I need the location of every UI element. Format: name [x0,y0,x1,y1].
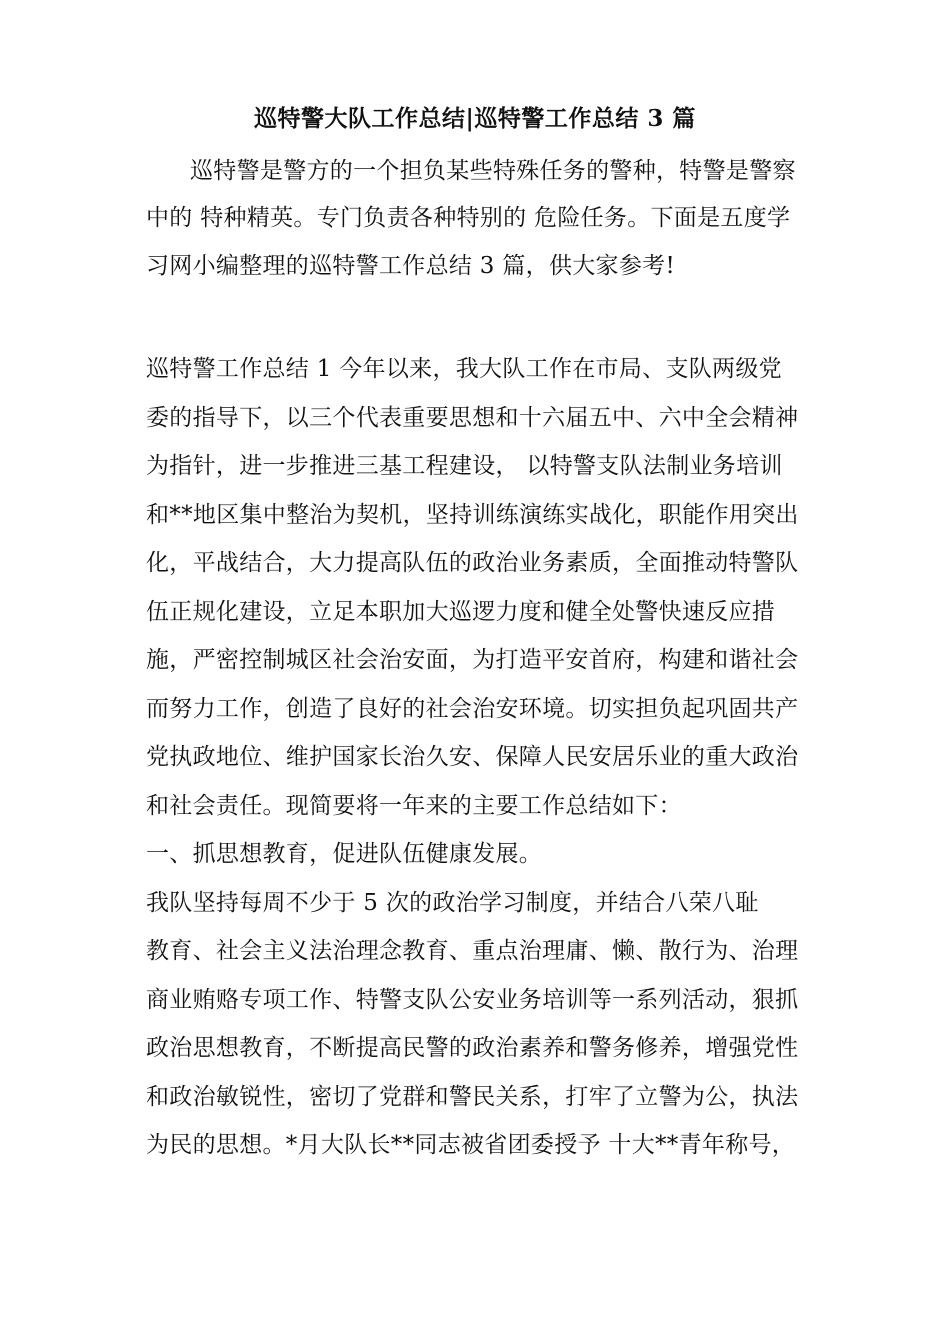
intro-line: 巡特警是警方的一个担负某些特殊任务的警种，特警是警察 [190,158,796,184]
body-line: 巡特警工作总结 1 今年以来，我大队工作在市局、支队两级党 [146,356,782,382]
body-line: 和社会责任。现简要将一年来的主要工作总结如下： [146,793,682,819]
body-line: 商业贿赂专项工作、特警支队公安业务培训等一系列活动，狠抓 [146,987,799,1013]
body-line: 党执政地位、维护国家长治久安、保障人民安居乐业的重大政治 [146,744,799,770]
body-line: 和政治敏锐性，密切了党群和警民关系，打牢了立警为公，执法 [146,1084,799,1110]
intro-line: 中的 特种精英。专门负责各种特别的 危险任务。下面是五度学 [146,205,791,231]
body-line: 委的指导下，以三个代表重要思想和十六届五中、六中全会精神 [146,405,799,431]
body-line: 教育、社会主义法治理念教育、重点治理庸、懒、散行为、治理 [146,938,799,964]
body-line: 为民的思想。*月大队长**同志被省团委授予 十大**青年称号， [146,1132,796,1158]
section-heading: 一、抓思想教育，促进队伍健康发展。 [146,841,543,867]
body-line: 和**地区集中整治为契机，坚持训练演练实战化，职能作用突出 [146,502,799,528]
intro-line: 习网小编整理的巡特警工作总结 3 篇，供大家参考! [146,253,675,279]
body-line: 政治思想教育，不断提高民警的政治素养和警务修养，增强党性 [146,1035,799,1061]
body-line: 化，平战结合，大力提高队伍的政治业务素质，全面推动特警队 [146,550,799,576]
document-title: 巡特警大队工作总结|巡特警工作总结 3 篇 [254,105,696,132]
body-line: 而努力工作，创造了良好的社会治安环境。切实担负起巩固共产 [146,696,799,722]
body-line: 伍正规化建设，立足本职加大巡逻力度和健全处警快速反应措 [146,599,776,625]
body-line: 为指针，进一步推进三基工程建设， 以特警支队法制业务培训 [146,453,783,479]
body-line: 施，严密控制城区社会治安面，为打造平安首府，构建和谐社会 [146,647,799,673]
body-line: 我队坚持每周不少于 5 次的政治学习制度，并结合八荣八耻 [146,890,759,916]
